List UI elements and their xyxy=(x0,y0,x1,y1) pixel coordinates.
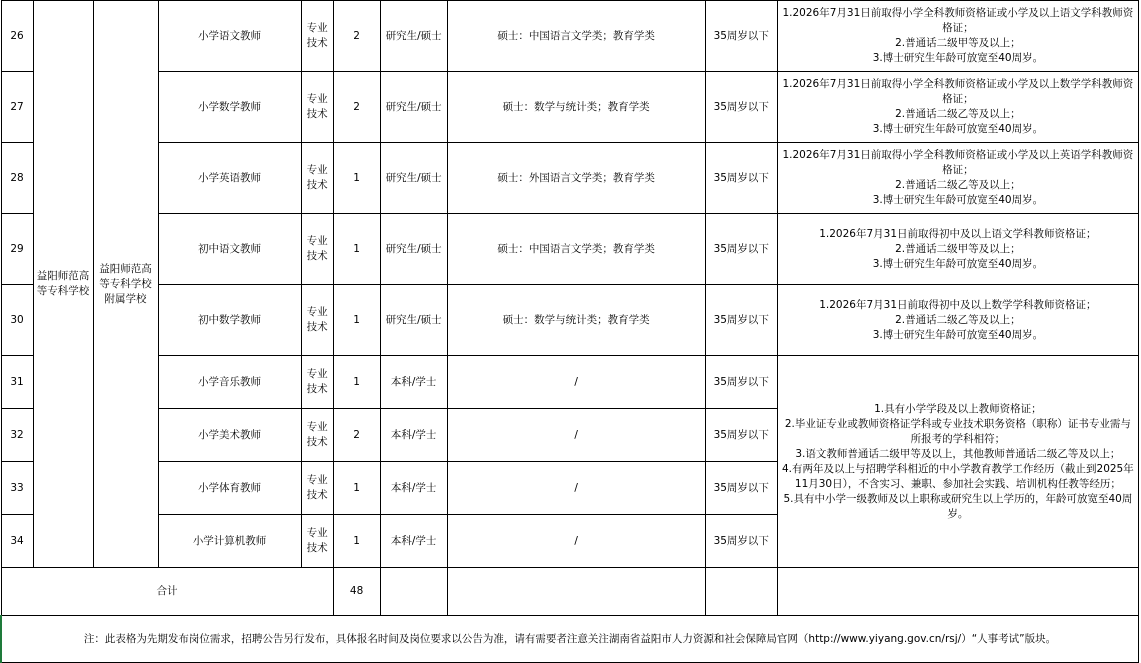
education-cell: 研究生/硕士 xyxy=(380,1,447,72)
category-cell: 专业技术 xyxy=(301,285,333,356)
row-number: 30 xyxy=(1,285,33,356)
total-count: 48 xyxy=(333,568,380,616)
requirement-line: 2.普通话二级甲等及以上； xyxy=(895,37,1021,49)
age-cell: 35周岁以下 xyxy=(705,72,777,143)
shared-requirements-cell xyxy=(777,356,1138,568)
education-cell: 研究生/硕士 xyxy=(380,72,447,143)
category-cell: 专业技术 xyxy=(301,143,333,214)
count-cell: 1 xyxy=(333,515,380,568)
count-cell: 2 xyxy=(333,72,380,143)
requirement-line: 1.2026年7月31日前取得初中及以上数学学科教师资格证； xyxy=(819,298,1097,311)
major-cell: 硕士：数学与统计类；教育学类 xyxy=(447,285,705,356)
row-number: 26 xyxy=(1,1,33,72)
post-cell: 小学体育教师 xyxy=(158,462,301,515)
major-cell: / xyxy=(447,409,705,462)
age-cell: 35周岁以下 xyxy=(705,462,777,515)
table-row xyxy=(1,1,1139,72)
count-cell: 1 xyxy=(333,356,380,409)
note-row xyxy=(1,616,1139,663)
category-cell: 专业技术 xyxy=(301,356,333,409)
count-cell: 1 xyxy=(333,285,380,356)
major-cell: / xyxy=(447,515,705,568)
table-row xyxy=(1,356,1139,409)
age-cell: 35周岁以下 xyxy=(705,143,777,214)
total-label: 合计 xyxy=(1,568,333,616)
education-cell: 本科/学士 xyxy=(380,515,447,568)
requirement-line: 1.2026年7月31日前取得小学全科教师资格证或小学及以上数学学科教师资格证； xyxy=(782,78,1134,105)
post-cell: 初中数学教师 xyxy=(158,285,301,356)
category-cell: 专业技术 xyxy=(301,214,333,285)
count-cell: 2 xyxy=(333,1,380,72)
requirement-line: 3.博士研究生年龄可放宽至40周岁。 xyxy=(872,123,1044,135)
post-cell: 初中语文教师 xyxy=(158,214,301,285)
age-cell: 35周岁以下 xyxy=(705,515,777,568)
row-number: 32 xyxy=(1,409,33,462)
count-cell: 1 xyxy=(333,462,380,515)
requirement-line: 2.毕业证专业或教师资格证学科或专业技术职务资格（职称）证书专业需与所报考的学科相符； xyxy=(784,417,1131,445)
category-cell: 专业技术 xyxy=(301,1,333,72)
requirement-line: 3.博士研究生年龄可放宽至40周岁。 xyxy=(872,194,1044,206)
row-number: 31 xyxy=(1,356,33,409)
education-cell: 本科/学士 xyxy=(380,356,447,409)
post-cell: 小学计算机教师 xyxy=(158,515,301,568)
requirement-line: 1.具有小学学段及以上教师资格证； xyxy=(874,402,1042,415)
post-cell: 小学语文教师 xyxy=(158,1,301,72)
row-number: 28 xyxy=(1,143,33,214)
requirement-line: 4.有两年及以上与招聘学科相近的中小学教育教学工作经历（截止到2025年11月30日），不含实习、兼职、参加社会实践、培训机构任教等经历； xyxy=(782,462,1134,490)
requirements-cell xyxy=(777,214,1138,285)
requirement-line: 3.博士研究生年龄可放宽至40周岁。 xyxy=(872,257,1044,270)
requirement-line: 2.普通话二级甲等及以上； xyxy=(895,242,1021,255)
requirement-line: 1.2026年7月31日前取得小学全科教师资格证或小学及以上语文学科教师资格证； xyxy=(782,7,1134,34)
requirement-line: 3.博士研究生年龄可放宽至40周岁。 xyxy=(872,328,1044,341)
requirement-line: 2.普通话二级乙等及以上； xyxy=(895,179,1021,191)
major-cell: / xyxy=(447,356,705,409)
footnote: 注：此表格为先期发布岗位需求，招聘公告另行发布，具体报名时间及岗位要求以公告为准，请有需要者注意关注湖南省益阳市人力资源和社会保障局官网（http://www.yiyang.gov.cn/rsj/）“人事考试”版块。 xyxy=(1,616,1139,663)
major-cell: 硕士：中国语言文学类；教育学类 xyxy=(447,214,705,285)
requirements-cell xyxy=(777,143,1138,214)
requirement-line: 1.2026年7月31日前取得小学全科教师资格证或小学及以上英语学科教师资格证； xyxy=(782,149,1134,176)
row-number: 27 xyxy=(1,72,33,143)
table-row xyxy=(1,72,1139,143)
table-row xyxy=(1,285,1139,356)
requirement-line: 5.具有中小学一级教师及以上职称或研究生以上学历的，年龄可放宽至40周岁。 xyxy=(783,492,1133,520)
requirement-line: 2.普通话二级乙等及以上； xyxy=(895,108,1021,120)
education-cell: 本科/学士 xyxy=(380,409,447,462)
category-cell: 专业技术 xyxy=(301,72,333,143)
post-cell: 小学英语教师 xyxy=(158,143,301,214)
requirements-cell xyxy=(777,1,1138,72)
empty-cell xyxy=(380,568,447,616)
table-row xyxy=(1,143,1139,214)
row-number: 33 xyxy=(1,462,33,515)
education-cell: 研究生/硕士 xyxy=(380,285,447,356)
age-cell: 35周岁以下 xyxy=(705,285,777,356)
requirement-line: 1.2026年7月31日前取得初中及以上语文学科教师资格证； xyxy=(819,227,1097,240)
age-cell: 35周岁以下 xyxy=(705,356,777,409)
empty-cell xyxy=(705,568,777,616)
category-cell: 专业技术 xyxy=(301,462,333,515)
unit-cell: 益阳师范高等专科学校附属学校 xyxy=(93,1,158,568)
education-cell: 本科/学士 xyxy=(380,462,447,515)
count-cell: 2 xyxy=(333,409,380,462)
requirement-line: 3.博士研究生年龄可放宽至40周岁。 xyxy=(872,52,1044,64)
education-cell: 研究生/硕士 xyxy=(380,143,447,214)
major-cell: / xyxy=(447,462,705,515)
total-row xyxy=(1,568,1139,616)
row-number: 29 xyxy=(1,214,33,285)
requirement-line: 3.语文教师普通话二级甲等及以上，其他教师普通话二级乙等及以上； xyxy=(795,447,1121,460)
major-cell: 硕士：数学与统计类；教育学类 xyxy=(447,72,705,143)
post-cell: 小学美术教师 xyxy=(158,409,301,462)
count-cell: 1 xyxy=(333,214,380,285)
requirement-line: 2.普通话二级乙等及以上； xyxy=(895,313,1021,326)
post-cell: 小学音乐教师 xyxy=(158,356,301,409)
count-cell: 1 xyxy=(333,143,380,214)
age-cell: 35周岁以下 xyxy=(705,409,777,462)
requirements-cell xyxy=(777,72,1138,143)
age-cell: 35周岁以下 xyxy=(705,1,777,72)
category-cell: 专业技术 xyxy=(301,409,333,462)
table-row xyxy=(1,214,1139,285)
major-cell: 硕士：外国语言文学类；教育学类 xyxy=(447,143,705,214)
empty-cell xyxy=(777,568,1138,616)
major-cell: 硕士：中国语言文学类；教育学类 xyxy=(447,1,705,72)
age-cell: 35周岁以下 xyxy=(705,214,777,285)
requirements-cell xyxy=(777,285,1138,356)
education-cell: 研究生/硕士 xyxy=(380,214,447,285)
empty-cell xyxy=(447,568,705,616)
department-cell: 益阳师范高等专科学校 xyxy=(33,1,93,568)
post-cell: 小学数学教师 xyxy=(158,72,301,143)
category-cell: 专业技术 xyxy=(301,515,333,568)
row-number: 34 xyxy=(1,515,33,568)
